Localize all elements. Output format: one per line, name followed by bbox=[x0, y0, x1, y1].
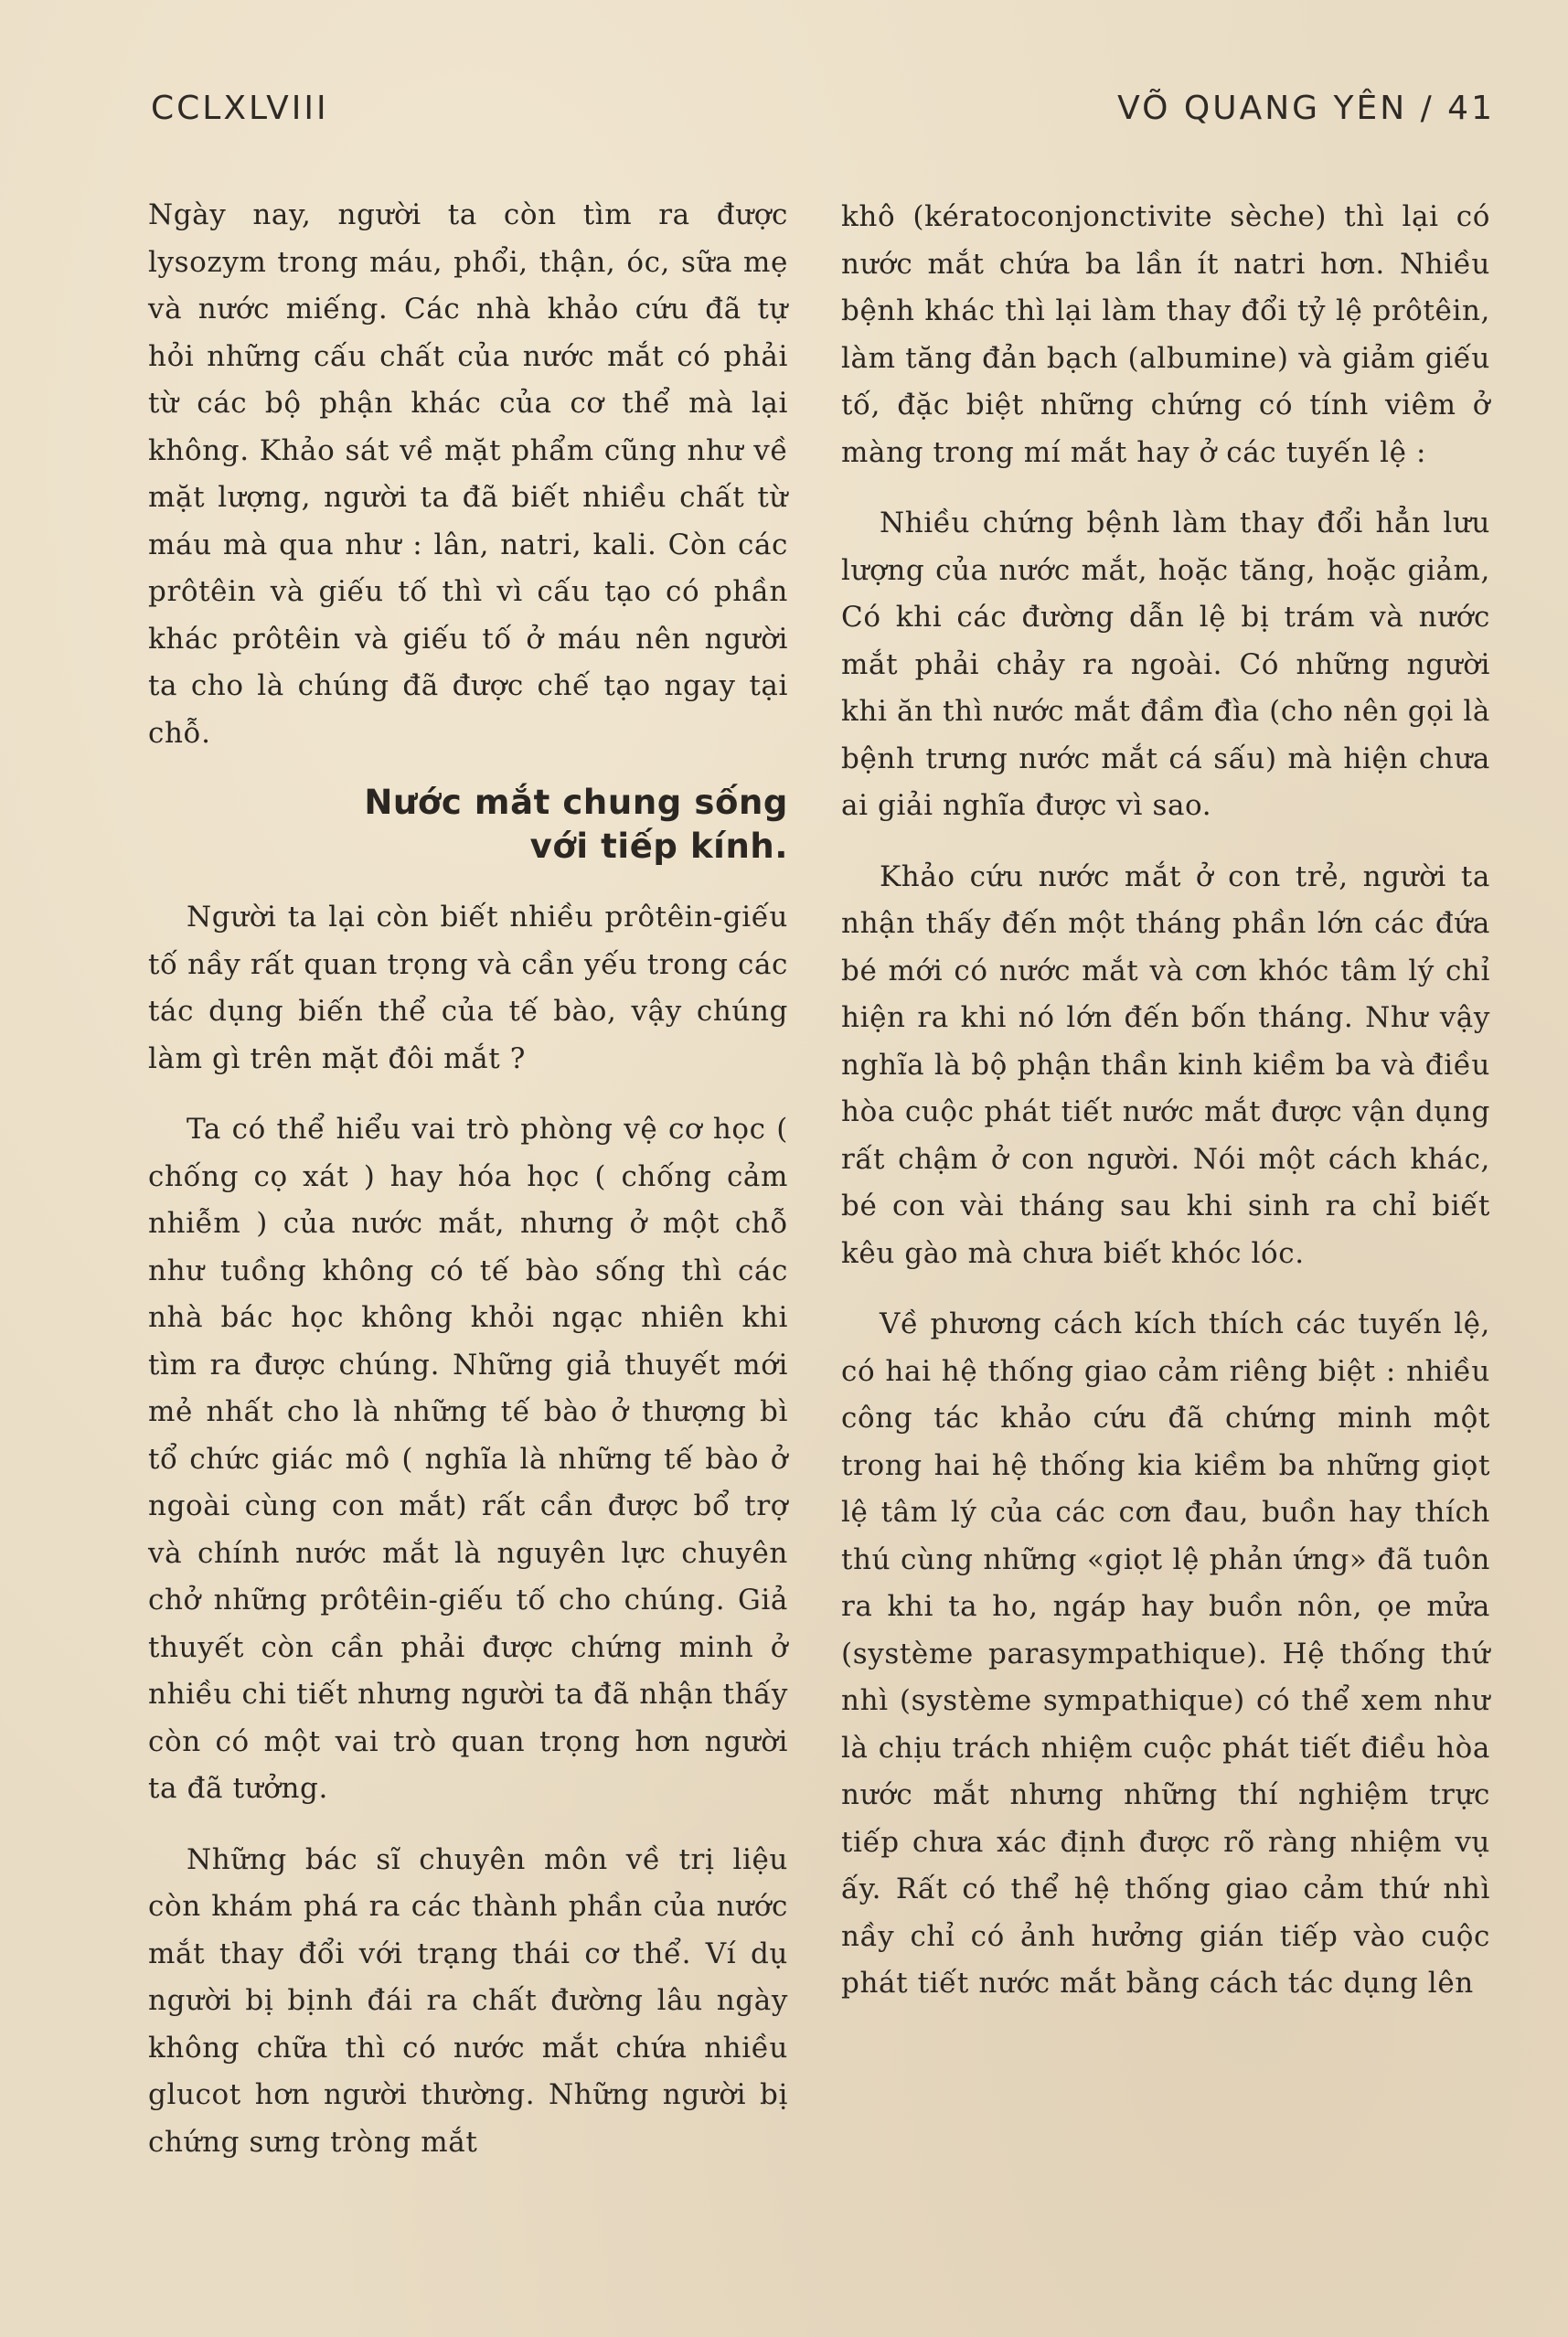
left-column bbox=[148, 192, 788, 2190]
page-section-number: CCLXLVIII bbox=[151, 90, 329, 127]
paragraph-keratoconjunctivitis: khô (kératoconjonctivite sèche) thì lại có nước mắt chứa ba lần ít natri hơn. Nhiều bệnh khác thì lại làm thay đổi tỷ lệ prôtêin, làm tăng đản bạch (albumine) và giảm giếu tố, đặc biệt những chứng có tính viêm ở màng trong mí mắt hay ở các tuyến lệ : bbox=[841, 200, 1490, 469]
paragraph-doctors: Những bác sĩ chuyên môn về trị liệu còn khám phá ra các thành phần của nước mắt thay đổi với trạng thái cơ thể. Ví dụ người bị bịnh đái ra chất đường lâu ngày không chữa thì có nước mắt chứa nhiều glucot hơn người thường. Những người bị chứng sưng tròng mắt bbox=[148, 1842, 788, 2159]
paragraph-stimulation: Về phương cách kích thích các tuyến lệ, có hai hệ thống giao cảm riêng biệt : nhiều công tác khảo cứu đã chứng minh một trong hai hệ thống kia kiềm ba những giọt lệ tâm lý của các cơn đau, buồn hay thích thú cùng những «giọt lệ phản ứng» đã tuôn ra khi ta ho, ngáp hay buồn nôn, ọe mửa (système parasympathique). Hệ thống thứ nhì (système sympathique) có thể xem như là chịu trách nhiệm cuộc phát tiết điều hòa nước mắt nhưng những thí nghiệm trực tiếp chưa xác định được rõ ràng nhiệm vụ ấy. Rất có thể hệ thống giao cảm thứ nhì nầy chỉ có ảnh hưởng gián tiếp vào cuộc phát tiết nước mắt bằng cách tác dụng lên bbox=[841, 1307, 1490, 2000]
running-header bbox=[151, 90, 1495, 144]
paragraph-lysozym: Ngày nay, người ta còn tìm ra được lysozym trong máu, phổi, thận, óc, sữa mẹ và nước miếng. Các nhà khảo cứu đã tự hỏi những cấu chất của nước mắt có phải từ các bộ phận khác của cơ thể mà lại không. Khảo sát về mặt phẩm cũng như về mặt lượng, người ta đã biết nhiều chất từ máu mà qua như : lân, natri, kali. Còn các prôtêin và giếu tố thì vì cấu tạo có phần khác prôtêin và giếu tố ở máu nên người ta cho là chúng đã được chế tạo ngay tại chỗ. bbox=[148, 198, 788, 750]
section-heading-line1: Nước mắt chung sống bbox=[364, 783, 788, 822]
paragraph-role: Ta có thể hiểu vai trò phòng vệ cơ học ( chống cọ xát ) hay hóa học ( chống cảm nhiễm ) của nước mắt, nhưng ở một chỗ như tuồng không có tế bào sống thì các nhà bác học không khỏi ngạc nhiên khi tìm ra được chúng. Những giả thuyết mới mẻ nhất cho là những tế bào ở thượng bì tổ chức giác mô ( nghĩa là những tế bào ở ngoài cùng con mắt) rất cần được bổ trợ và chính nước mắt là nguyên lực chuyên chở những prôtêin-giếu tố cho chúng. Giả thuyết còn cần phải được chứng minh ở nhiều chi tiết nhưng người ta đã nhận thấy còn có một vai trò quan trọng hơn người ta đã tưởng. bbox=[148, 1113, 788, 1805]
paragraph-diseases: Nhiều chứng bệnh làm thay đổi hẳn lưu lượng của nước mắt, hoặc tăng, hoặc giảm, Có khi các đường dẫn lệ bị trám và nước mắt phải chảy ra ngoài. Có những người khi ăn thì nước mắt đầm đìa (cho nên gọi là bệnh trưng nước mắt cá sấu) mà hiện chưa ai giải nghĩa được vì sao. bbox=[841, 507, 1490, 822]
section-heading bbox=[148, 781, 788, 869]
paragraph-children: Khảo cứu nước mắt ở con trẻ, người ta nhận thấy đến một tháng phần lớn các đứa bé mới có nước mắt và cơn khóc tâm lý chỉ hiện ra khi nó lớn đến bốn tháng. Như vậy nghĩa là bộ phận thần kinh kiềm ba và điều hòa cuộc phát tiết nước mắt được vận dụng rất chậm ở con người. Nói một cách khác, bé con vài tháng sau khi sinh ra chỉ biết kêu gào mà chưa biết khóc lóc. bbox=[841, 859, 1490, 1270]
paragraph-protein: Người ta lại còn biết nhiều prôtêin-giếu tố nầy rất quan trọng và cần yếu trong các tác dụng biến thể của tế bào, vậy chúng làm gì trên mặt đôi mắt ? bbox=[148, 901, 788, 1075]
right-column bbox=[841, 194, 1490, 2032]
section-heading-line2: với tiếp kính. bbox=[529, 827, 788, 866]
author-page-number: VÕ QUANG YÊN / 41 bbox=[1117, 90, 1495, 127]
